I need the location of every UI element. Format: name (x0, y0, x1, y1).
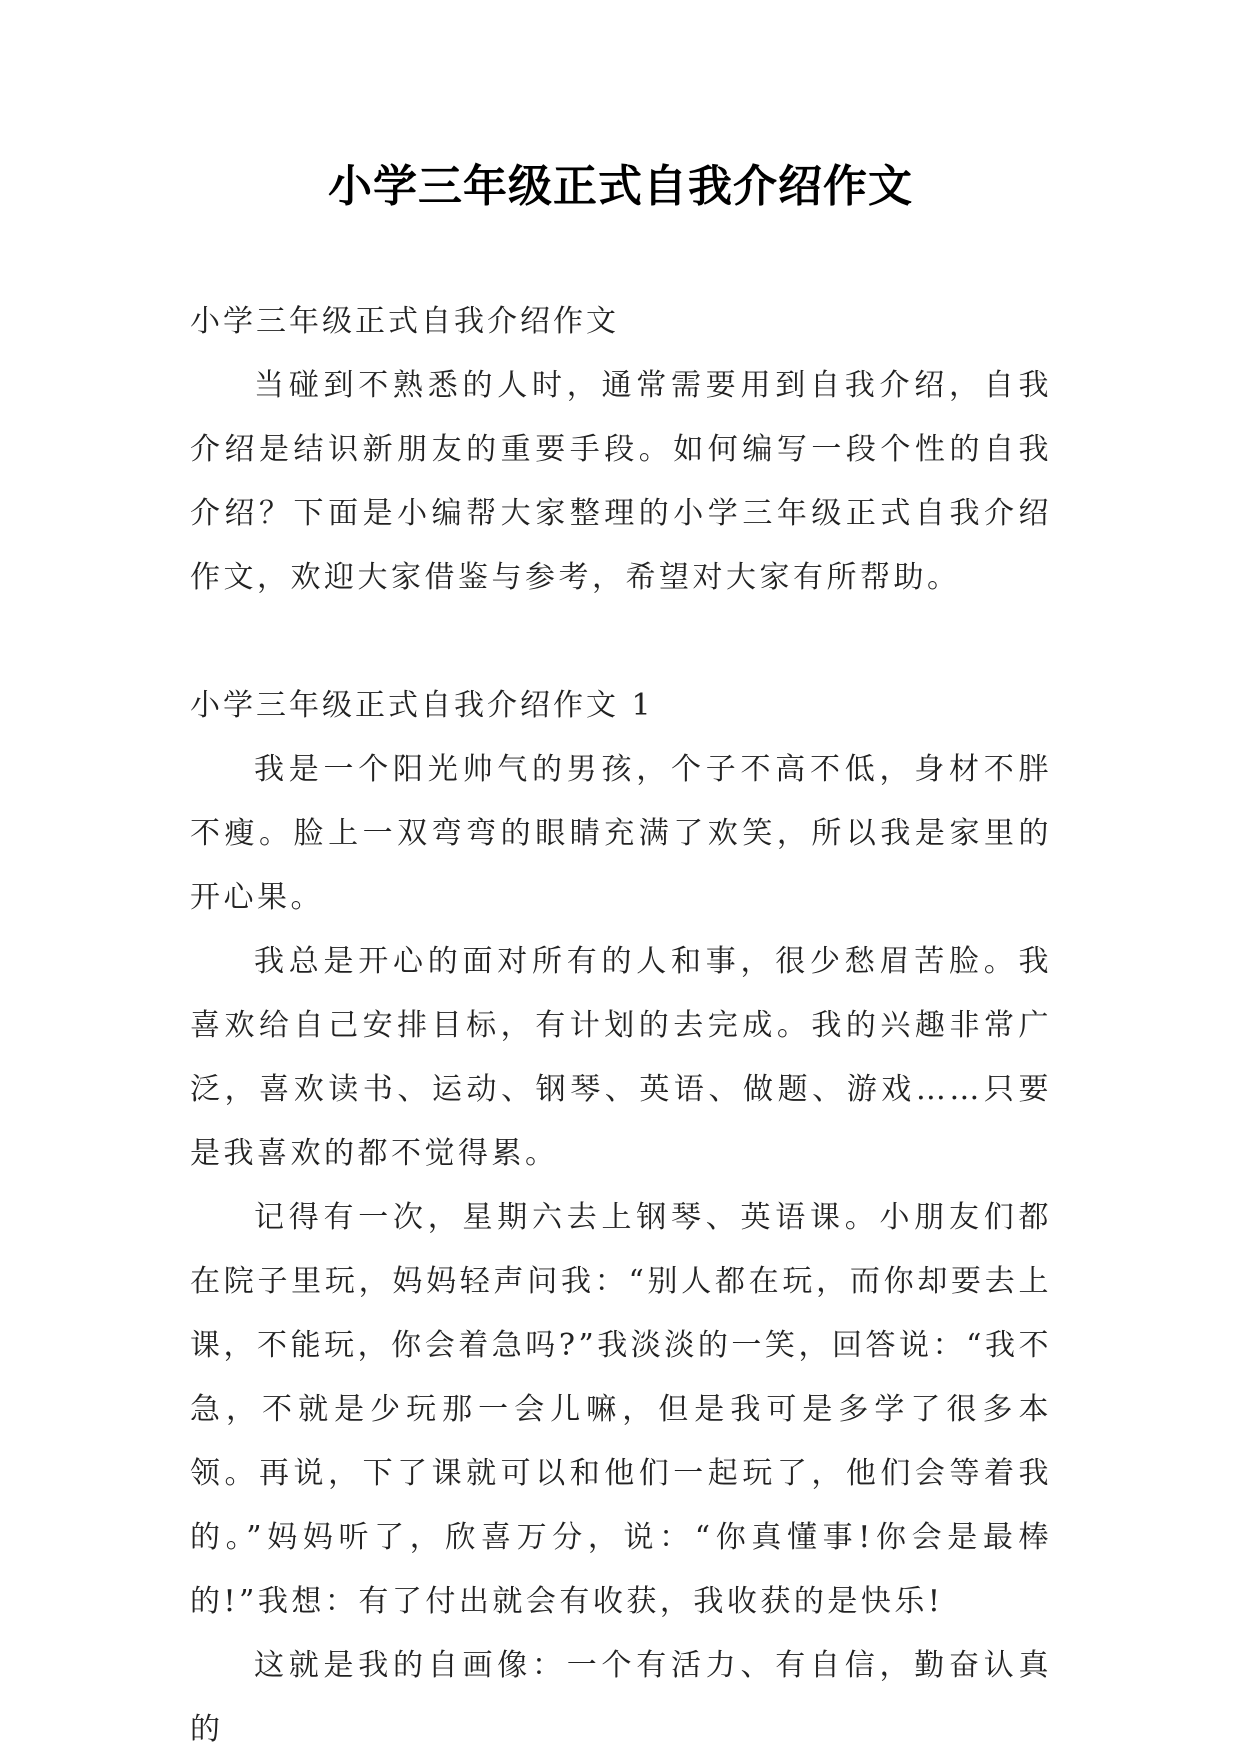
section1-paragraph-3: 记得有一次，星期六去上钢琴、英语课。小朋友们都在院子里玩，妈妈轻声问我：“别人都在玩，而你却要去上课，不能玩，你会着急吗?”我淡淡的一笑，回答说：“我不急，不就是少玩那一会儿嘛，但是我可是多学了很多本领。再说，下了课就可以和他们一起玩了，他们会等着我的。”妈妈听了，欣喜万分，说：“你真懂事!你会是最棒的!”我想：有了付出就会有收获，我收获的是快乐! (190, 1200, 1052, 1619)
section1-paragraph-1: 我是一个阳光帅气的男孩，个子不高不低，身材不胖不瘦。脸上一双弯弯的眼睛充满了欢笑，所以我是家里的开心果。 (190, 752, 1052, 915)
section1-paragraph-4: 这就是我的自画像：一个有活力、有自信，勤奋认真的 (190, 1648, 1052, 1747)
section-spacer (190, 610, 1052, 674)
intro-paragraph: 当碰到不熟悉的人时，通常需要用到自我介绍，自我介绍是结识新朋友的重要手段。如何编写一段个性的自我介绍？下面是小编帮大家整理的小学三年级正式自我介绍作文，欢迎大家借鉴与参考，希望对大家有所帮助。 (190, 368, 1052, 595)
section1-paragraph-2: 我总是开心的面对所有的人和事，很少愁眉苦脸。我喜欢给自己安排目标，有计划的去完成。我的兴趣非常广泛，喜欢读书、运动、钢琴、英语、做题、游戏……只要是我喜欢的都不觉得累。 (190, 944, 1052, 1171)
document-title: 小学三年级正式自我介绍作文 (328, 161, 913, 212)
section1-heading: 小学三年级正式自我介绍作文 1 (190, 688, 654, 723)
document-body (190, 290, 1052, 1762)
intro-heading: 小学三年级正式自我介绍作文 (190, 304, 619, 339)
